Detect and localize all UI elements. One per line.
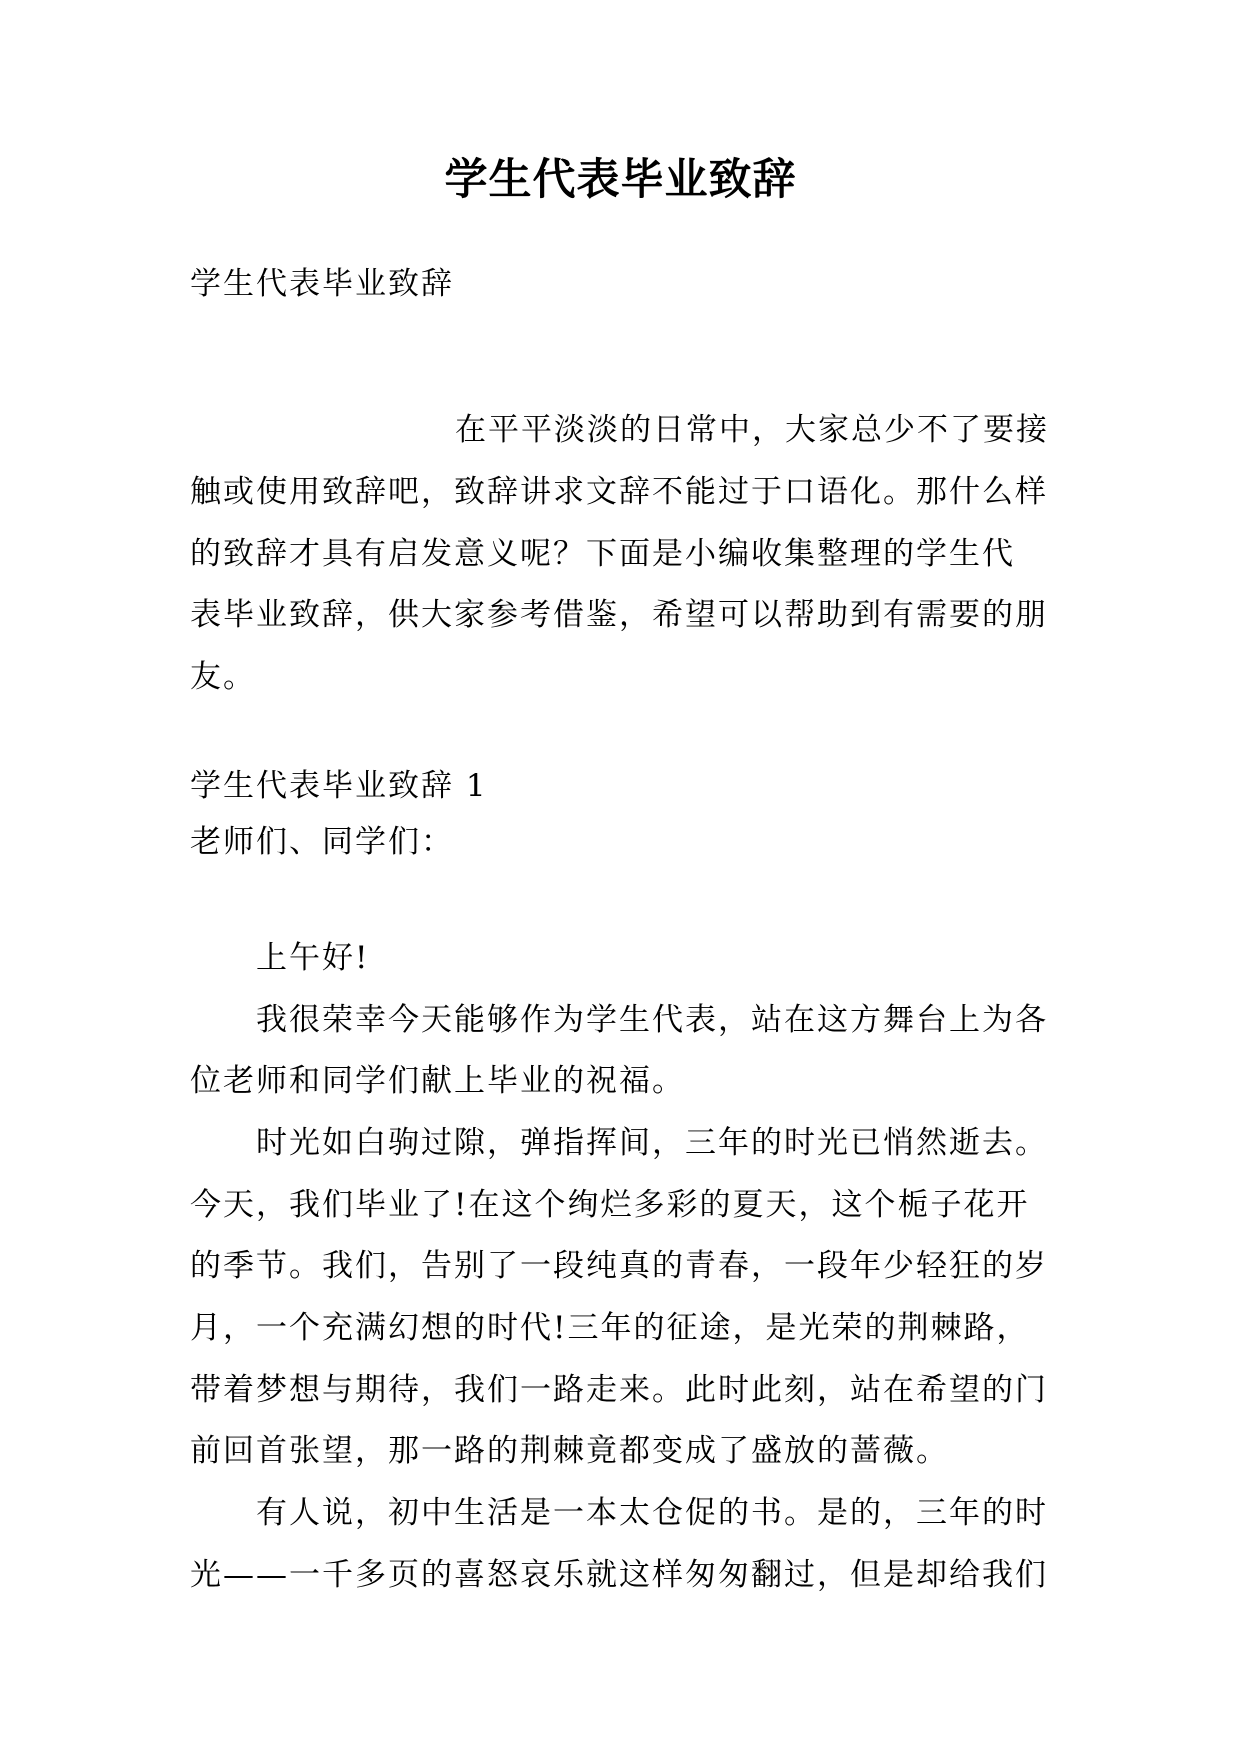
intro-line: 在平平淡淡的日常中，大家总少不了要接 <box>455 412 1049 448</box>
intro-line: 触或使用致辞吧，致辞讲求文辞不能过于口语化。那什么样 <box>190 474 1048 510</box>
intro-line: 友。 <box>190 659 256 695</box>
intro-line: 的致辞才具有启发意义呢？下面是小编收集整理的学生代 <box>190 536 1015 572</box>
body-line: 位老师和同学们献上毕业的祝福。 <box>190 1063 685 1099</box>
body-line: 带着梦想与期待，我们一路走来。此时此刻，站在希望的门 <box>190 1372 1048 1408</box>
document-title: 学生代表毕业致辞 <box>444 155 797 205</box>
body-line: 今天，我们毕业了!在这个绚烂多彩的夏天，这个栀子花开 <box>190 1187 1030 1223</box>
greeting: 上午好! <box>256 940 370 976</box>
document-subtitle: 学生代表毕业致辞 <box>190 266 454 302</box>
body-line: 我很荣幸今天能够作为学生代表，站在这方舞台上为各 <box>256 1002 1048 1038</box>
body-line: 的季节。我们，告别了一段纯真的青春，一段年少轻狂的岁 <box>190 1248 1048 1284</box>
intro-line: 表毕业致辞，供大家参考借鉴，希望可以帮助到有需要的朋 <box>190 597 1048 633</box>
body-line: 月，一个充满幻想的时代!三年的征途，是光荣的荆棘路， <box>190 1310 1030 1346</box>
section-heading: 学生代表毕业致辞 1 <box>190 768 488 804</box>
body-line: 有人说，初中生活是一本太仓促的书。是的，三年的时 <box>256 1495 1048 1531</box>
body-line: 前回首张望，那一路的荆棘竟都变成了盛放的蔷薇。 <box>190 1433 949 1469</box>
body-line: 时光如白驹过隙，弹指挥间，三年的时光已悄然逝去。 <box>256 1125 1048 1161</box>
body-line: 光——一千多页的喜怒哀乐就这样匆匆翻过，但是却给我们 <box>190 1557 1048 1593</box>
salutation: 老师们、同学们： <box>190 824 454 860</box>
